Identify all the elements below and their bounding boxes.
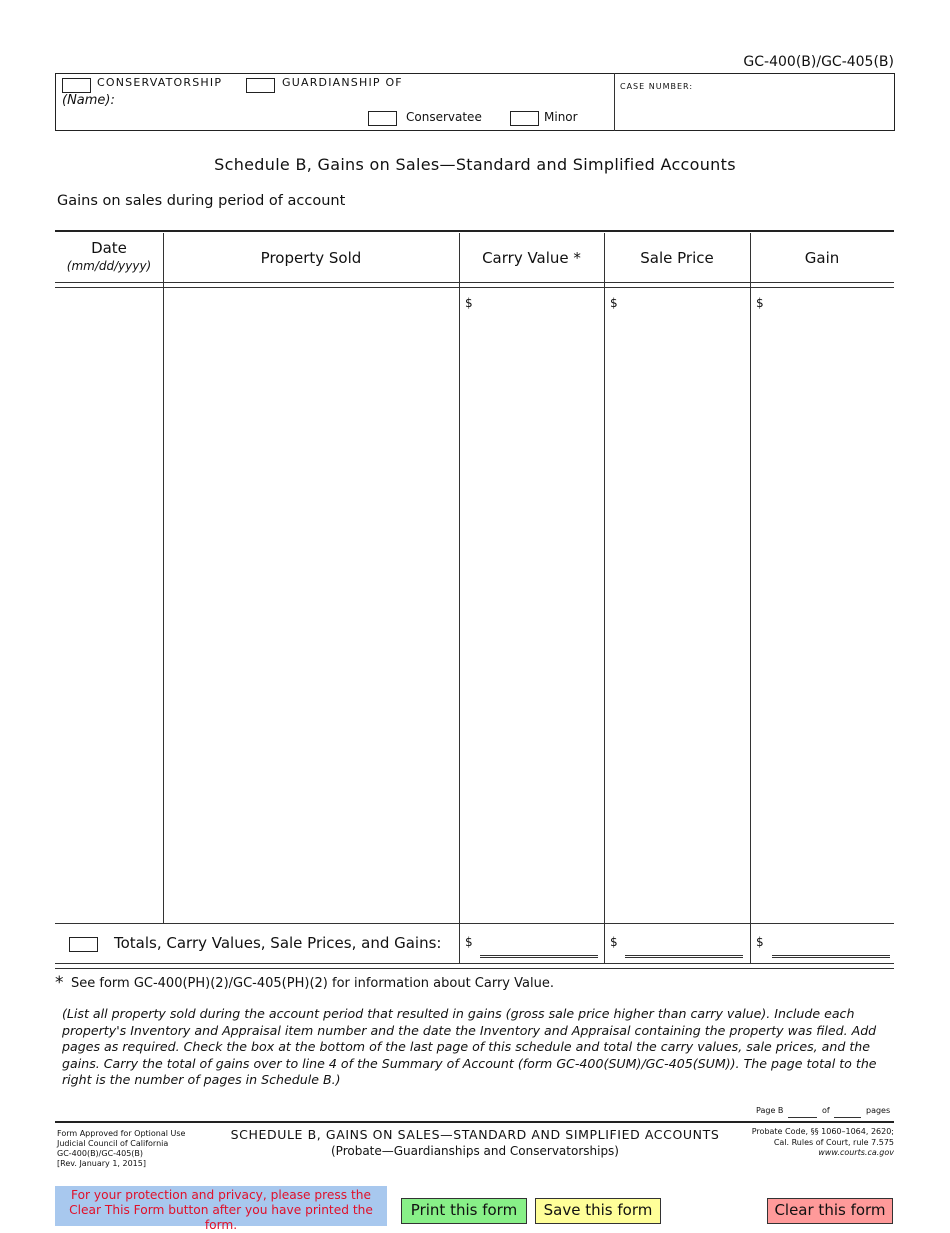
footer-website: www.courts.ca.gov <box>818 1148 894 1157</box>
header-carry-value: Carry Value * <box>482 249 581 267</box>
minor-label: Minor <box>544 110 578 124</box>
sale-price-field[interactable] <box>607 290 747 920</box>
total-sale-field[interactable] <box>625 940 743 958</box>
footnote-marker: * <box>55 973 64 993</box>
date-column-field[interactable] <box>57 290 161 920</box>
totals-label: Totals, Carry Values, Sale Prices, and Gains: <box>114 934 442 952</box>
last-page-checkbox[interactable] <box>69 937 98 952</box>
col-divider-sale <box>750 233 751 964</box>
totals-bottom-rule-2 <box>55 968 894 969</box>
name-label: (Name): <box>62 93 115 108</box>
privacy-notice: For your protection and privacy, please press the Clear This Form button after you have printed the form. <box>55 1186 387 1226</box>
page-number-field[interactable] <box>788 1106 817 1118</box>
guardianship-label: GUARDIANSHIP OF <box>282 76 403 89</box>
page-total-field[interactable] <box>834 1106 861 1118</box>
total-gain-dollar-sign: $ <box>756 935 764 949</box>
footer-probate-code: Probate Code, §§ 1060–1064, 2620; <box>751 1127 894 1136</box>
minor-checkbox[interactable] <box>510 111 539 126</box>
conservatorship-checkbox[interactable] <box>62 78 91 93</box>
conservatorship-label: CONSERVATORSHIP <box>97 76 223 89</box>
conservatee-checkbox[interactable] <box>368 111 397 126</box>
col-divider-property <box>459 233 460 964</box>
case-number-label: CASE NUMBER: <box>620 82 694 91</box>
footer-council: Judicial Council of California <box>57 1139 169 1148</box>
table-top-border <box>55 230 894 232</box>
header-sale-price: Sale Price <box>640 249 714 267</box>
guardianship-checkbox[interactable] <box>246 78 275 93</box>
footer-center-subtitle: (Probate—Guardianships and Conservatorships) <box>330 1144 619 1158</box>
page-label: Page B <box>756 1106 784 1115</box>
print-form-button[interactable]: Print this form <box>401 1198 527 1224</box>
caption-divider <box>614 73 615 131</box>
footnote-text: See form GC-400(PH)(2)/GC-405(PH)(2) for information about Carry Value. <box>71 976 554 991</box>
header-rule-1 <box>55 282 894 283</box>
total-carry-field[interactable] <box>480 940 598 958</box>
footer-form-id: GC-400(B)/GC-405(B) <box>57 1149 144 1158</box>
schedule-title: Schedule B, Gains on Sales—Standard and Simplified Accounts <box>214 155 736 174</box>
footer-rule <box>55 1121 894 1123</box>
header-rule-2 <box>55 287 894 288</box>
carry-value-field[interactable] <box>462 290 602 920</box>
page-of-label: of <box>822 1106 830 1115</box>
property-sold-field[interactable] <box>166 290 456 920</box>
totals-bottom-rule-1 <box>55 963 894 964</box>
col-divider-date <box>163 233 164 923</box>
header-date-format: (mm/dd/yyyy) <box>66 259 152 273</box>
clear-form-button[interactable]: Clear this form <box>767 1198 893 1224</box>
footer-revision: [Rev. January 1, 2015] <box>57 1159 146 1168</box>
carry-dollar-sign: $ <box>465 296 473 310</box>
header-gain: Gain <box>804 249 840 267</box>
header-property-sold: Property Sold <box>260 249 362 267</box>
col-divider-carry <box>604 233 605 964</box>
total-gain-field[interactable] <box>772 940 890 958</box>
total-carry-dollar-sign: $ <box>465 935 473 949</box>
sale-dollar-sign: $ <box>610 296 618 310</box>
pages-label: pages <box>866 1106 891 1115</box>
totals-top-rule <box>55 923 894 924</box>
conservatee-label: Conservatee <box>406 110 482 124</box>
footer-rules-of-court: Cal. Rules of Court, rule 7.575 <box>773 1137 894 1147</box>
gain-field[interactable] <box>753 290 891 920</box>
header-date: Date <box>91 239 127 257</box>
footer-approved: Form Approved for Optional Use <box>57 1129 186 1138</box>
instructions: (List all property sold during the account period that resulted in gains (gross sale price higher than carry value). Include each property's Inventory and Appraisal item number and the date the Inventory and Appraisal containing the property was filed. Add pages as required. Check the box at the bottom of the last page of this schedule and total the carry values, sale prices, and the gains. Carry the total of gains over to line 4 of the Summary of Account (form GC-400(SUM)/GC-405(SUM)). The page total to the right is the number of pages in Schedule B.) <box>62 1006 877 1088</box>
save-form-button[interactable]: Save this form <box>535 1198 661 1224</box>
case-number-field[interactable] <box>620 95 888 125</box>
schedule-subtitle: Gains on sales during period of account <box>57 193 346 209</box>
footer-right <box>752 1127 894 1159</box>
form-id: GC-400(B)/GC-405(B) <box>743 54 894 70</box>
gain-dollar-sign: $ <box>756 296 764 310</box>
footer-center-title: SCHEDULE B, GAINS ON SALES—STANDARD AND SIMPLIFIED ACCOUNTS <box>230 1127 720 1142</box>
total-sale-dollar-sign: $ <box>610 935 618 949</box>
